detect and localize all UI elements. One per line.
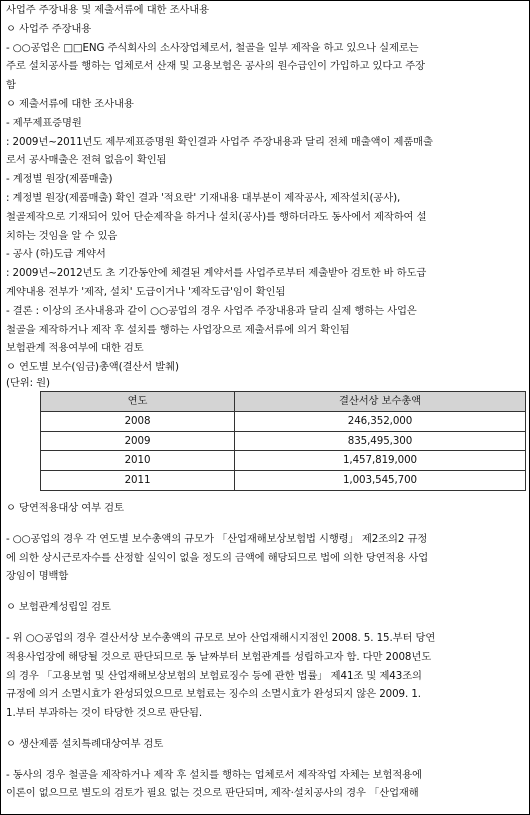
heading-installation-special-case: ㅇ 생산제품 설치특례대상여부 검토 xyxy=(6,737,164,750)
amount-cell: 1,003,545,700 xyxy=(235,471,526,491)
text-line: : 2009년~2012년도 초 기간동안에 체결된 계약서를 사업주로부터 제출받아 검토한 바 하도급 xyxy=(6,267,427,280)
text-line: 함 xyxy=(6,79,16,92)
unit-note: (단위: 원) xyxy=(6,376,50,389)
year-cell: 2011 xyxy=(41,471,235,491)
text-line: - ○○공업은 □□ENG 주식회사의 소사장업체로서, 철골을 일부 제작을 하고 있으나 실제로는 xyxy=(6,41,419,54)
text-line: 치하는 것임을 알 수 있음 xyxy=(6,229,118,242)
text-line: - 동사의 경우 철골을 제작하거나 제작 후 설치를 행하는 업체로서 제작작업 자체는 보험적용에 xyxy=(6,768,422,781)
heading-insurance-applicability: 보험관계 적용여부에 대한 검토 xyxy=(6,342,144,355)
table-row xyxy=(41,411,526,431)
title-line: 사업주 주장내용 및 제출서류에 대한 조사내용 xyxy=(6,4,209,16)
heading-annual-pay: ㅇ 연도별 보수(임금)총액(결산서 발췌) xyxy=(6,361,179,374)
subheading-ledger: - 계정별 원장(제품매출) xyxy=(6,173,113,186)
document-body xyxy=(6,1,524,803)
text-line: 계약내용 전부가 '제작, 설치' 도급이거나 '제작도급'임이 확인됨 xyxy=(6,285,286,298)
text-line: 철골을 제작하거나 제작 후 설치를 행하는 사업장으로 제출서류에 의거 확인됨 xyxy=(6,323,350,336)
spacer xyxy=(6,754,524,766)
pay-total-table xyxy=(40,391,526,491)
heading-established-date: ㅇ 보험관계성립일 검토 xyxy=(6,601,111,614)
table-row xyxy=(41,451,526,471)
amount-cell: 1,457,819,000 xyxy=(235,451,526,471)
text-line: - 위 ○○공업의 경우 결산서상 보수총액의 규모로 보아 산업재해시지점인 2008. 5. 15.부터 당연 xyxy=(6,631,436,644)
heading-document-investigation: ㅇ 제출서류에 대한 조사내용 xyxy=(6,97,134,110)
subheading-contract: - 공사 (하)도급 계약서 xyxy=(6,248,106,261)
heading-eligibility: ㅇ 당연적용대상 여부 검토 xyxy=(6,501,124,514)
amount-cell: 246,352,000 xyxy=(235,411,526,431)
table-row xyxy=(41,431,526,451)
text-line: - ○○공업의 경우 각 연도별 보수총액의 규모가 「산업재해보상보험법 시행령」 제2조의2 규정 xyxy=(6,532,428,545)
text-line: 적용사업장에 해당될 것으로 판단되므로 동 날짜부터 보험관계를 성립하고자 함. 다만 2008년도 xyxy=(6,650,432,663)
year-cell: 2009 xyxy=(41,431,235,451)
heading-employer-claim: ㅇ 사업주 주장내용 xyxy=(6,22,92,35)
text-line: 규정에 의거 소멸시효가 완성되었으므로 보험료는 징수의 소멸시효가 완성되지 않은 2009. 1. xyxy=(6,688,421,701)
text-line: : 계정별 원장(제품매출) 확인 결과 '적요란' 기재내용 대부분이 제작공사, 제작설치(공사), xyxy=(6,191,401,204)
table-header-row xyxy=(41,391,526,411)
spacer xyxy=(6,617,524,629)
text-line: 주로 설치공사를 행하는 업체로서 산재 및 고용보험은 공사의 원수급인이 가입하고 있다고 주장 xyxy=(6,60,425,73)
text-line: 이론이 없으므로 별도의 검토가 필요 없는 것으로 판단되며, 제작·설치공사의 경우 「산업재해 xyxy=(6,787,419,800)
column-header-year: 연도 xyxy=(41,391,235,411)
text-line: 로서 공사매출은 전혀 없음이 확인됨 xyxy=(6,154,167,167)
text-line: : 2009년~2011년도 제무제표증명원 확인결과 사업주 주장내용과 달리 전체 매출액이 제품매출 xyxy=(6,135,433,148)
text-line: 장임이 명백함 xyxy=(6,570,69,583)
amount-cell: 835,495,300 xyxy=(235,431,526,451)
text-line: 에 의한 상시근로자수를 산정할 실익이 없을 정도의 금액에 해당되므로 법에 의한 당연적용 사업 xyxy=(6,551,429,564)
spacer xyxy=(6,518,524,530)
year-cell: 2010 xyxy=(41,451,235,471)
spacer xyxy=(6,723,524,735)
column-header-pay-total: 결산서상 보수총액 xyxy=(235,391,526,411)
spacer xyxy=(6,586,524,598)
text-line: 1.부터 부과하는 것이 타당한 것으로 판단됨. xyxy=(6,707,203,720)
text-line: 철골제작으로 기재되어 있어 단순제작을 하거나 설치(공사)를 행하더라도 동사에서 제작하여 설 xyxy=(6,210,427,223)
conclusion-line: - 결론 : 이상의 조사내용과 같이 ○○공업의 경우 사업주 주장내용과 달리 실제 행하는 사업은 xyxy=(6,304,417,317)
table-row xyxy=(41,471,526,491)
subheading-financial-statement: - 제무제표증명원 xyxy=(6,116,82,129)
text-line: 의 경우 「고용보험 및 산업재해보상보험의 보험료징수 등에 관한 법률」 제41조 및 제43조의 xyxy=(6,669,422,682)
year-cell: 2008 xyxy=(41,411,235,431)
